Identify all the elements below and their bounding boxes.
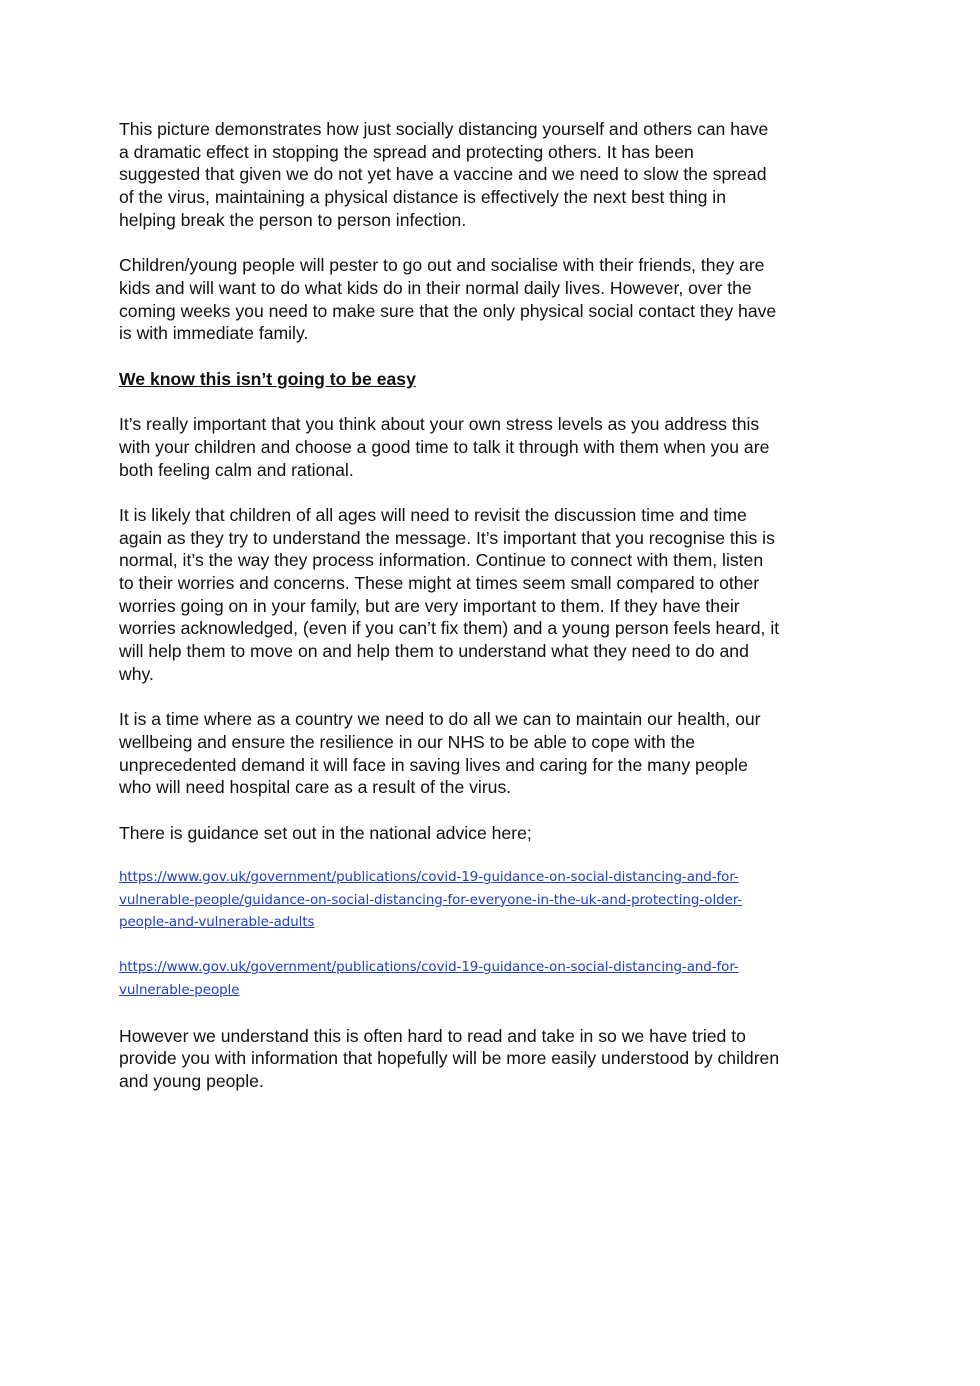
text-line: There is guidance set out in the national advice here; bbox=[119, 822, 532, 843]
text-line: provide you with information that hopefully will be more easily understood by children bbox=[119, 1048, 780, 1069]
guidance-link-line[interactable]: people-and-vulnerable-adults bbox=[119, 915, 315, 931]
paragraph-intro bbox=[119, 118, 869, 232]
text-line: It is a time where as a country we need to do all we can to maintain our health, our bbox=[119, 709, 761, 730]
guidance-link-2[interactable] bbox=[119, 957, 869, 1002]
text-line: normal, it’s the way they process information. Continue to connect with them, listen bbox=[119, 550, 764, 571]
text-line: suggested that given we do not yet have a vaccine and we need to slow the spread bbox=[119, 164, 767, 185]
text-line: and young people. bbox=[119, 1071, 264, 1091]
text-line: This picture demonstrates how just socially distancing yourself and others can have bbox=[119, 119, 769, 139]
text-line: worries going on in your family, but are very important to them. If they have their bbox=[119, 595, 740, 616]
text-line: why. bbox=[119, 663, 154, 684]
text-line: of the virus, maintaining a physical distance is effectively the next best thing in bbox=[119, 187, 726, 208]
guidance-link-line[interactable]: https://www.gov.uk/government/publications/covid-19-guidance-on-social-distancing-and-for- bbox=[119, 870, 739, 886]
text-line: both feeling calm and rational. bbox=[119, 459, 354, 480]
text-line: with your children and choose a good time to talk it through with them when you are bbox=[119, 436, 770, 457]
guidance-link-line[interactable]: https://www.gov.uk/government/publications/covid-19-guidance-on-social-distancing-and-for- bbox=[119, 960, 739, 976]
text-line: It’s really important that you think about your own stress levels as you address this bbox=[119, 414, 760, 435]
text-line: kids and will want to do what kids do in their normal daily lives. However, over the bbox=[119, 277, 752, 298]
text-line: coming weeks you need to make sure that the only physical social contact they have bbox=[119, 300, 777, 321]
text-line: who will need hospital care as a result of the virus. bbox=[119, 777, 512, 798]
paragraph-revisit bbox=[119, 504, 869, 686]
text-line: again as they try to understand the message. It’s important that you recognise this is bbox=[119, 527, 775, 548]
text-line: Children/young people will pester to go out and socialise with their friends, they are bbox=[119, 255, 765, 276]
guidance-link-line[interactable]: vulnerable-people/guidance-on-social-distancing-for-everyone-in-the-uk-and-protecting-older- bbox=[119, 892, 743, 908]
text-line: a dramatic effect in stopping the spread and protecting others. It has been bbox=[119, 141, 694, 162]
paragraph-stress bbox=[119, 413, 869, 481]
text-line: wellbeing and ensure the resilience in our NHS to be able to cope with the bbox=[119, 731, 696, 752]
guidance-link-line[interactable]: vulnerable-people bbox=[119, 982, 240, 998]
text-line: It is likely that children of all ages will need to revisit the discussion time and time bbox=[119, 504, 747, 525]
paragraph-guidance bbox=[119, 822, 869, 845]
text-line: unprecedented demand it will face in saving lives and caring for the many people bbox=[119, 754, 748, 775]
text-line: to their worries and concerns. These might at times seem small compared to other bbox=[119, 573, 760, 593]
guidance-link-1[interactable] bbox=[119, 867, 869, 935]
text-line: However we understand this is often hard to read and take in so we have tried to bbox=[119, 1025, 746, 1046]
paragraph-children bbox=[119, 254, 869, 345]
text-line: is with immediate family. bbox=[119, 323, 309, 344]
document-body bbox=[119, 118, 869, 1115]
section-heading: We know this isn’t going to be easy bbox=[119, 368, 416, 389]
paragraph-nhs bbox=[119, 708, 869, 799]
text-line: worries acknowledged, (even if you can’t fix them) and a young person feels heard, it bbox=[119, 618, 780, 639]
text-line: helping break the person to person infection. bbox=[119, 209, 467, 230]
text-line: will help them to move on and help them to understand what they need to do and bbox=[119, 641, 749, 662]
paragraph-closing bbox=[119, 1025, 869, 1093]
